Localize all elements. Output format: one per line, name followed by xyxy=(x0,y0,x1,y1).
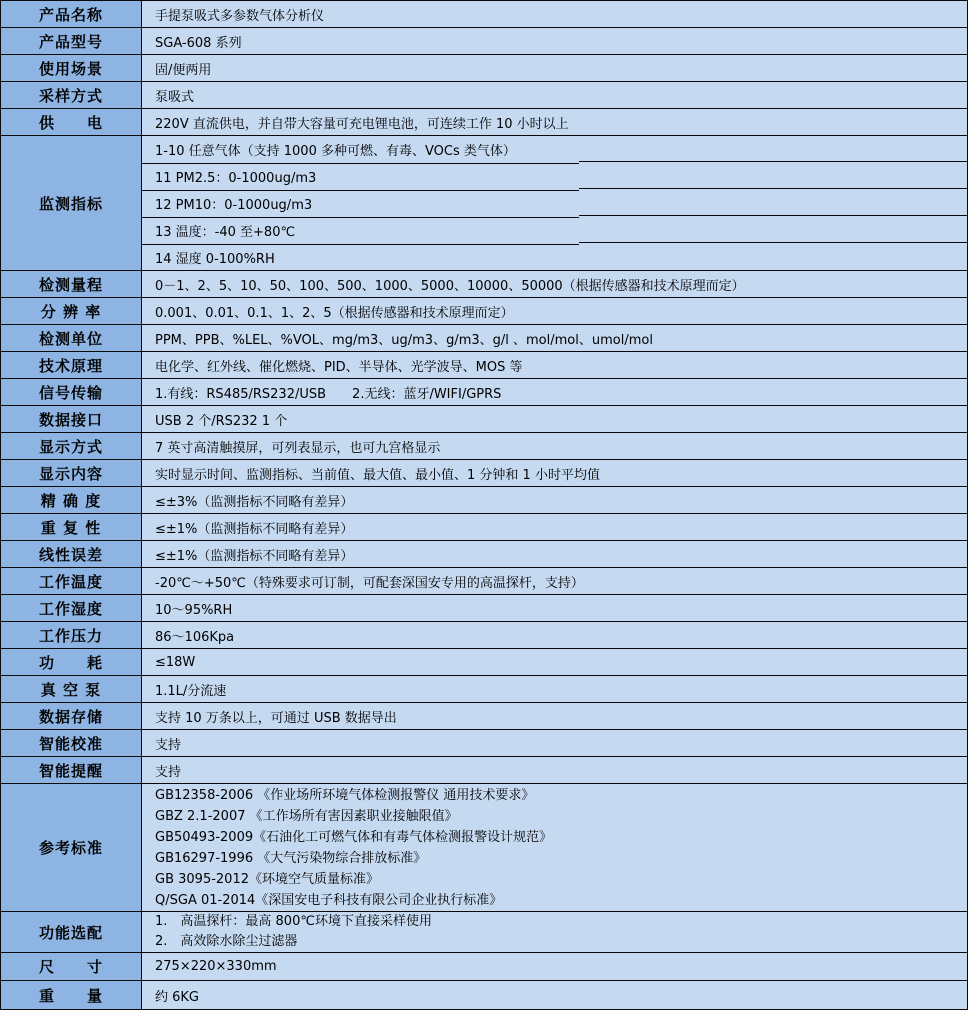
row-label: 产品型号 xyxy=(1,28,142,54)
standards-line: GB50493-2009《石油化工可燃气体和有毒气体检测报警设计规范》 xyxy=(155,829,553,845)
row-value: 泵吸式 xyxy=(142,82,967,108)
spec-row xyxy=(1,953,967,981)
row-value: 电化学、红外线、催化燃烧、PID、半导体、光学波导、MOS 等 xyxy=(142,352,967,378)
monitoring-subrow: 1-10 任意气体（支持 1000 多种可燃、有毒、VOCs 类气体） xyxy=(155,144,516,159)
row-value: 275×220×330mm xyxy=(142,953,967,980)
row-value: SGA-608 系列 xyxy=(142,28,967,54)
row-label: 重 量 xyxy=(1,981,142,1009)
subrow-separator-right xyxy=(579,242,967,243)
row-label: 工作压力 xyxy=(1,622,142,648)
spec-row xyxy=(1,487,967,514)
row-label: 使用场景 xyxy=(1,55,142,81)
row-label: 工作温度 xyxy=(1,568,142,594)
row-value: 1.1L/分流速 xyxy=(142,676,967,702)
spec-row xyxy=(1,271,967,298)
row-value: 实时显示时间、监测指标、当前值、最大值、最小值、1 分钟和 1 小时平均值 xyxy=(142,460,967,486)
spec-row xyxy=(1,757,967,784)
standards-line: Q/SGA 01-2014《深国安电子科技有限公司企业执行标准》 xyxy=(155,892,503,908)
spec-row xyxy=(1,676,967,703)
row-value: 0－1、2、5、10、50、100、500、1000、5000、10000、50000（根据传感器和技术原理而定） xyxy=(142,271,967,297)
row-label: 数据存储 xyxy=(1,703,142,729)
row-value: 约 6KG xyxy=(142,981,967,1009)
spec-row xyxy=(1,568,967,595)
row-label: 智能提醒 xyxy=(1,757,142,783)
spec-row xyxy=(1,55,967,82)
row-value: 固/便两用 xyxy=(142,55,967,81)
standards-list xyxy=(142,784,967,911)
monitoring-subrows xyxy=(142,136,967,270)
spec-row xyxy=(1,460,967,487)
monitoring-subrow: 14 湿度 0-100%RH xyxy=(155,252,275,267)
spec-row xyxy=(1,406,967,433)
standards-line: GBZ 2.1-2007 《工作场所有害因素职业接触限值》 xyxy=(155,808,458,824)
spec-row xyxy=(1,595,967,622)
subrow-separator-right xyxy=(579,215,967,216)
row-value: ≤±3%（监测指标不同略有差异） xyxy=(142,487,967,513)
row-label: 功能选配 xyxy=(1,912,142,952)
subrow-separator-left xyxy=(142,163,579,164)
options-line: 1. 高温探杆：最高 800℃环境下直接采样使用 xyxy=(155,914,432,929)
subrow-separator-left xyxy=(142,217,579,218)
row-label: 检测量程 xyxy=(1,271,142,297)
row-label: 供 电 xyxy=(1,109,142,135)
spec-row xyxy=(1,703,967,730)
row-label: 工作湿度 xyxy=(1,595,142,621)
row-value: 10～95%RH xyxy=(142,595,967,621)
row-label: 尺 寸 xyxy=(1,953,142,980)
row-label: 真 空 泵 xyxy=(1,676,142,702)
spec-row xyxy=(1,298,967,325)
monitoring-subrow: 13 温度：-40 至+80℃ xyxy=(155,225,296,240)
standards-line: GB12358-2006 《作业场所环境气体检测报警仪 通用技术要求》 xyxy=(155,787,535,803)
row-label: 数据接口 xyxy=(1,406,142,432)
spec-row xyxy=(1,730,967,757)
row-label: 产品名称 xyxy=(1,1,142,27)
subrow-separator-left xyxy=(142,190,579,191)
row-value: 支持 xyxy=(142,730,967,756)
row-value: 手提泵吸式多参数气体分析仪 xyxy=(142,1,967,27)
spec-row xyxy=(1,109,967,136)
spec-row xyxy=(1,541,967,568)
row-value: 支持 xyxy=(142,757,967,783)
row-label: 参考标准 xyxy=(1,784,142,911)
spec-row xyxy=(1,379,967,406)
monitoring-subrow: 12 PM10：0-1000ug/m3 xyxy=(155,198,313,213)
row-value: 0.001、0.01、0.1、1、2、5（根据传感器和技术原理而定） xyxy=(142,298,967,324)
row-label: 智能校准 xyxy=(1,730,142,756)
monitoring-subrow: 11 PM2.5：0-1000ug/m3 xyxy=(155,171,317,186)
spec-row-standards xyxy=(1,784,967,912)
row-value: PPM、PPB、%LEL、%VOL、mg/m3、ug/m3、g/m3、g/l 、mol/mol、umol/mol xyxy=(142,325,967,351)
row-label: 线性误差 xyxy=(1,541,142,567)
row-label: 监测指标 xyxy=(1,136,142,270)
spec-row xyxy=(1,325,967,352)
row-value: 7 英寸高清触摸屏，可列表显示，也可九宫格显示 xyxy=(142,433,967,459)
subrow-separator-left xyxy=(142,244,579,245)
row-label: 采样方式 xyxy=(1,82,142,108)
spec-row xyxy=(1,433,967,460)
spec-row-monitoring xyxy=(1,136,967,271)
standards-line: GB 3095-2012《环境空气质量标准》 xyxy=(155,871,379,887)
row-value: 220V 直流供电，并自带大容量可充电锂电池，可连续工作 10 小时以上 xyxy=(142,109,967,135)
spec-row xyxy=(1,352,967,379)
subrow-separator-right xyxy=(579,188,967,189)
row-label: 检测单位 xyxy=(1,325,142,351)
options-list xyxy=(142,912,967,952)
subrow-separator-right xyxy=(579,161,967,162)
row-value: ≤±1%（监测指标不同略有差异） xyxy=(142,514,967,540)
spec-row xyxy=(1,649,967,676)
row-value: ≤±1%（监测指标不同略有差异） xyxy=(142,541,967,567)
spec-row xyxy=(1,981,967,1009)
spec-row xyxy=(1,622,967,649)
spec-row xyxy=(1,514,967,541)
row-label: 重 复 性 xyxy=(1,514,142,540)
row-value: 86～106Kpa xyxy=(142,622,967,648)
row-label: 信号传输 xyxy=(1,379,142,405)
spec-row xyxy=(1,1,967,28)
row-label: 分 辨 率 xyxy=(1,298,142,324)
options-line: 2. 高效除水除尘过滤器 xyxy=(155,934,298,949)
row-value: 1.有线：RS485/RS232/USB 2.无线：蓝牙/WIFI/GPRS xyxy=(142,379,967,405)
row-label: 显示方式 xyxy=(1,433,142,459)
spec-row xyxy=(1,28,967,55)
row-value: -20℃～+50℃（特殊要求可订制，可配套深国安专用的高温探杆，支持） xyxy=(142,568,967,594)
row-label: 精 确 度 xyxy=(1,487,142,513)
standards-line: GB16297-1996 《大气污染物综合排放标准》 xyxy=(155,850,427,866)
row-label: 功 耗 xyxy=(1,649,142,675)
row-label: 技术原理 xyxy=(1,352,142,378)
row-label: 显示内容 xyxy=(1,460,142,486)
spec-row xyxy=(1,82,967,109)
row-value: USB 2 个/RS232 1 个 xyxy=(142,406,967,432)
spec-row-options xyxy=(1,912,967,953)
row-value: 支持 10 万条以上，可通过 USB 数据导出 xyxy=(142,703,967,729)
row-value: ≤18W xyxy=(142,649,967,675)
